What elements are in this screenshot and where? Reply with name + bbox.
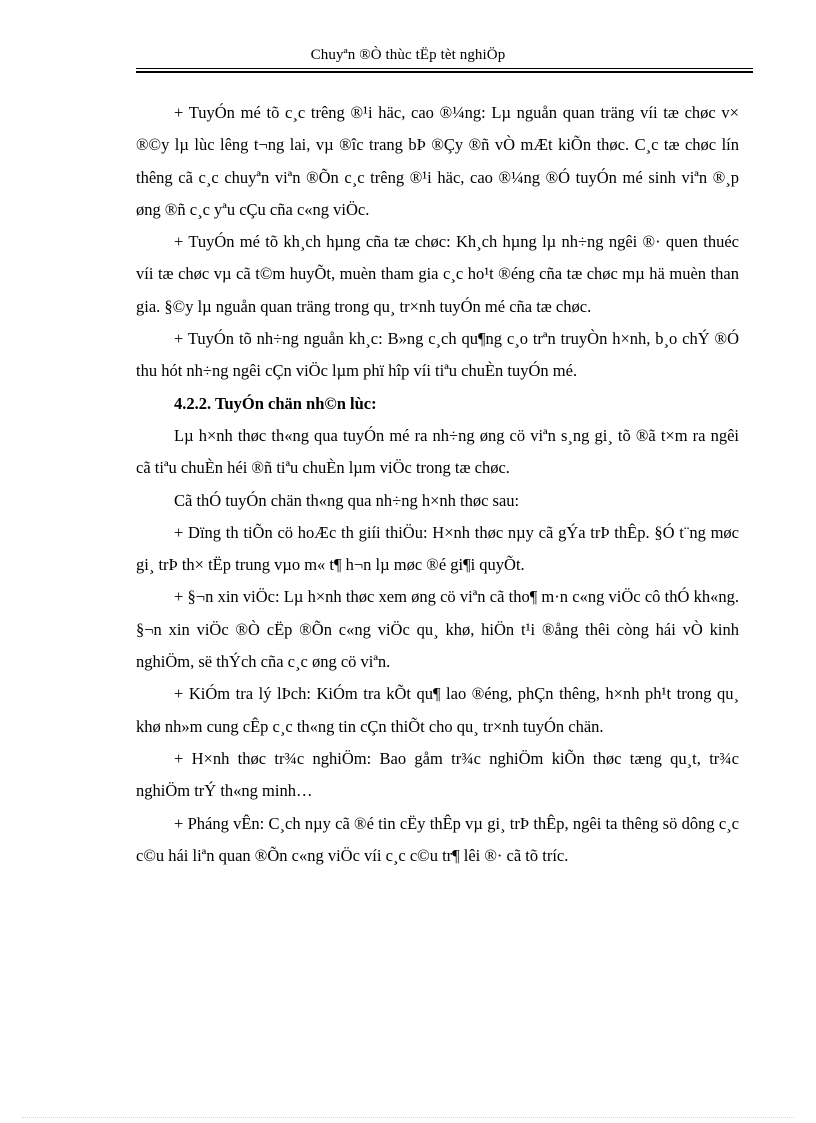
paragraph-background-check: + KiÓm tra lý lÞch: KiÓm tra kÕt qu¶ lao ®éng, phÇn thêng, h×nh ph¹t trong qu¸ khø nh»m cung cÊp c¸c th«ng tin cÇn thiÕt cho qu¸ tr×nh tuyÓn chän. xyxy=(136,684,739,736)
paragraph-testing: + H×nh thøc tr¾c nghiÖm: Bao gåm tr¾c nghiÖm kiÕn thøc tæng qu¸t, tr¾c nghiÖm trÝ th«ng minh… xyxy=(136,748,739,801)
paragraph-recruit-universities: + TuyÓn mé tõ c¸c trêng ®¹i häc, cao ®¼ng: Lµ nguån quan träng víi tæ chøc v× ®©y lµ lùc lêng t¬ng lai, vµ ®îc trang bÞ ®Çy ®ñ vÒ mÆt kiÕn thøc. C¸c tæ chøc lín thêng cã c¸c chuyªn viªn ®Õn c¸c trêng ®¹i häc, cao ®¼ng ®Ó tuyÓn mé sinh viªn ®¸p øng ®ñ c¸c yªu cÇu cña c«ng viÖc. xyxy=(136,103,739,219)
paragraph-interview: + Pháng vÊn: C¸ch nµy cã ®é tin cËy thÊp vµ gi¸ trÞ thÊp, ngêi ta thêng sö dông c¸c c©u hái liªn quan ®Õn c«ng viÖc víi c¸c c©u tr¶ lêi ®· cã tõ tríc. xyxy=(136,813,739,865)
section-heading: 4.2.2. TuyÓn chän nh©n lùc: xyxy=(174,393,377,413)
page-body xyxy=(136,97,739,872)
header-rule-thin xyxy=(136,68,753,69)
paragraph-recruit-customers: + TuyÓn mé tõ kh¸ch hµng cña tæ chøc: Kh¸ch hµng lµ nh÷ng ngêi ®· quen thuéc víi tæ chøc vµ cã t©m huyÕt, muèn tham gia c¸c ho¹t ®éng cña tæ chøc mµ hä muèn than gia. §©y lµ nguån quan träng trong qu¸ tr×nh tuyÓn mé cña tæ chøc. xyxy=(136,232,739,316)
paragraph-application-form: + §¬n xin viÖc: Lµ h×nh thøc xem øng cö viªn cã tho¶ m·n c«ng viÖc cô thÓ kh«ng. §¬n xin viÖc ®Ò cËp ®Õn c«ng viÖc qu¸ khø, hiÖn t¹i ®ång thêi còng hái vÒ kinh nghiÖm, së thÝch cña c¸c øng cö viªn. xyxy=(136,587,739,672)
header-title: Chuyªn ®Ò thùc tËp tèt nghiÖp xyxy=(310,47,506,63)
header-rule-thick xyxy=(136,71,753,73)
paragraph-referral-letter: + Dïng th tiÕn cö hoÆc th giíi thiÖu: H×nh thøc nµy cã gÝa trÞ thÊp. §Ó t¨ng møc gi¸ trÞ th× tËp trung vµo m« t¶ h¬n lµ møc ®é gi¶i quyÕt. xyxy=(136,522,739,575)
page-bottom-border xyxy=(22,1117,794,1118)
paragraph-selection-intro: Lµ h×nh thøc th«ng qua tuyÓn mé ra nh÷ng øng cö viªn s¸ng gi¸ tõ ®ã t×m ra ngêi cã tiªu chuÈn héi ®ñ tiªu chuÈn lµm viÖc trong tæ chøc. xyxy=(136,425,739,478)
paragraph-recruit-other-sources: + TuyÓn tõ nh÷ng nguån kh¸c: B»ng c¸ch qu¶ng c¸o trªn truyÒn h×nh, b¸o chÝ ®Ó thu hót nh÷ng ngêi cÇn viÖc lµm phï hîp víi tiªu chuÈn tuyÓn mé. xyxy=(136,329,739,381)
paragraph-selection-forms: Cã thÓ tuyÓn chän th«ng qua nh÷ng h×nh thøc sau: xyxy=(174,490,520,510)
